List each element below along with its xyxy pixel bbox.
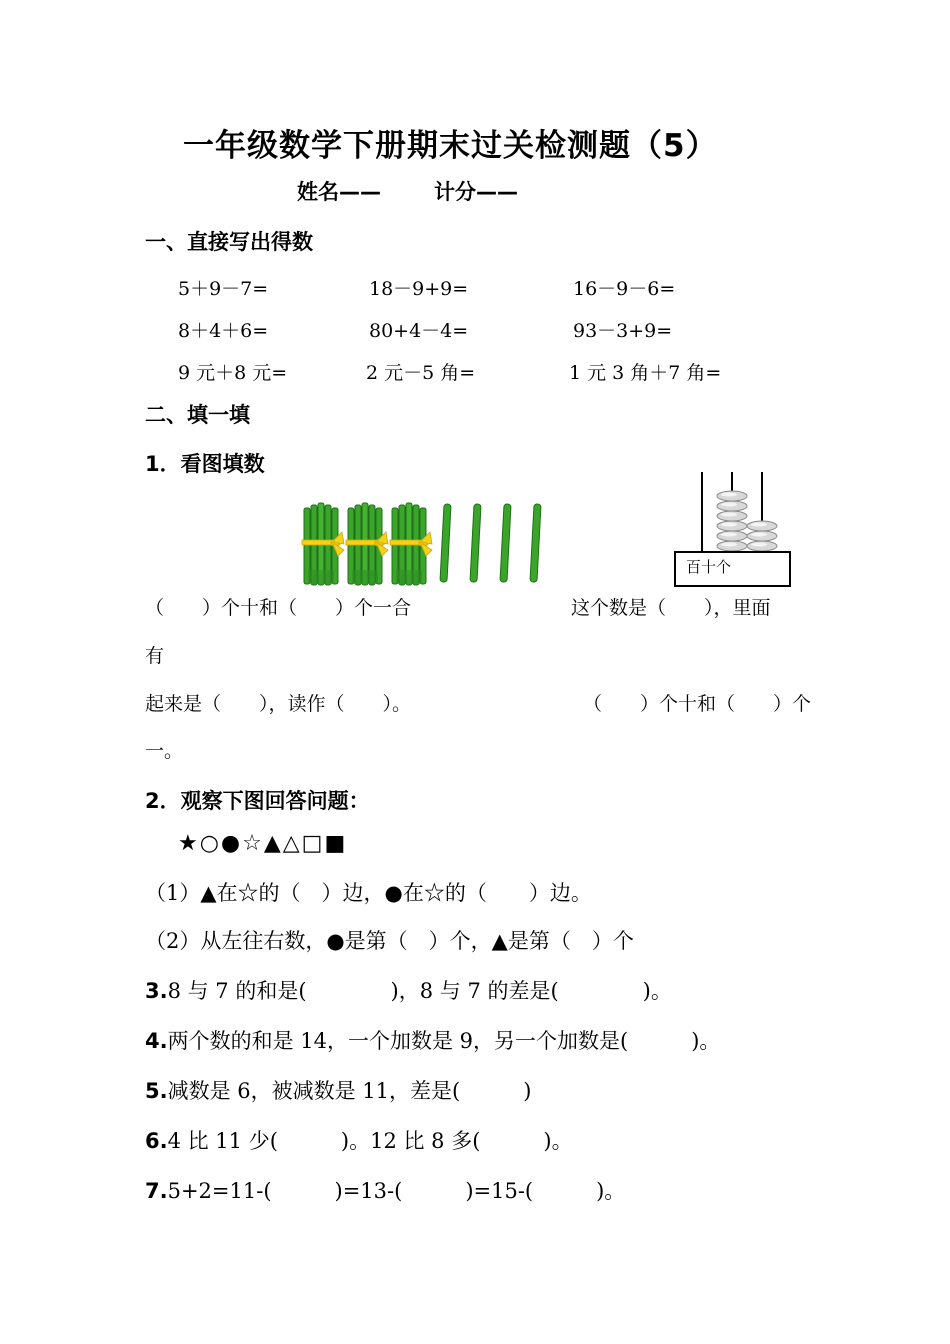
q2-sub2: （2）从左往右数，●是第（ ）个，▲是第（ ）个 xyxy=(145,929,634,953)
q5-text: 减数是 6，被减数是 11，差是( ) xyxy=(167,1079,532,1103)
q5 xyxy=(145,1075,531,1105)
q1-wrap1: 有 xyxy=(145,645,165,667)
abacus-bead xyxy=(747,521,777,531)
abacus-bead xyxy=(717,541,747,551)
calc-item: 18－9+9= xyxy=(369,278,469,300)
section2-heading: 二、填一填 xyxy=(145,403,250,427)
calc-item: 2 元－5 角= xyxy=(366,362,476,384)
q4-text: 两个数的和是 14，一个加数是 9，另一个加数是( )。 xyxy=(167,1029,721,1053)
abacus-bead xyxy=(717,531,747,541)
q5-number: 5. xyxy=(145,1079,168,1103)
q1-right-line1: 这个数是（ ），里面 xyxy=(571,597,771,619)
single-stick xyxy=(500,504,511,582)
q1-wrap2: 一。 xyxy=(145,740,184,762)
q3-text: 8 与 7 的和是( )，8 与 7 的差是( )。 xyxy=(167,979,672,1003)
q2-heading: 2．观察下图回答问题： xyxy=(145,789,370,813)
abacus-bead xyxy=(747,541,777,551)
q6-number: 6. xyxy=(145,1129,168,1153)
single-stick xyxy=(530,504,541,582)
abacus-place-label: 百十个 xyxy=(686,558,732,576)
abacus-bead xyxy=(717,491,747,501)
q3-number: 3. xyxy=(145,979,168,1003)
single-stick xyxy=(470,504,481,582)
calc-item: 9 元＋8 元= xyxy=(178,362,288,384)
q7-number: 7. xyxy=(145,1179,168,1203)
calc-item: 16－9－6= xyxy=(573,278,676,300)
q6-text: 4 比 11 少( )。12 比 8 多( )。 xyxy=(167,1129,573,1153)
counting-sticks-illustration xyxy=(300,496,550,586)
q1-left-line1: （ ）个十和（ ）个一合 xyxy=(145,597,412,619)
name-field-label: 姓名—— xyxy=(297,180,381,204)
calc-item: 1 元 3 角＋7 角= xyxy=(569,362,722,384)
calc-item: 80+4－4= xyxy=(369,320,469,342)
q1-right-line2: （ ）个十和（ ）个 xyxy=(583,693,812,715)
abacus-bead xyxy=(717,511,747,521)
abacus-bead xyxy=(717,501,747,511)
abacus-bead xyxy=(747,531,777,541)
stick-bundle xyxy=(302,503,344,585)
section1-heading: 一、直接写出得数 xyxy=(145,230,313,254)
q4-number: 4. xyxy=(145,1029,168,1053)
page-title: 一年级数学下册期末过关检测题（5） xyxy=(183,128,718,164)
calc-item: 8＋4＋6= xyxy=(178,320,269,342)
calc-item: 5＋9－7= xyxy=(178,278,269,300)
calc-item: 93－3+9= xyxy=(573,320,673,342)
q4 xyxy=(145,1025,720,1055)
abacus-bead xyxy=(717,521,747,531)
stick-bundle xyxy=(346,503,388,585)
stick-bundle xyxy=(390,503,432,585)
q6 xyxy=(145,1125,573,1155)
q1-heading: 1．看图填数 xyxy=(145,452,265,476)
q2-sub1: （1）▲在☆的（ ）边，●在☆的（ ）边。 xyxy=(145,881,592,905)
score-field-label: 计分—— xyxy=(434,180,518,204)
single-stick xyxy=(440,504,451,582)
q3 xyxy=(145,975,672,1005)
q7-text: 5+2=11-( )=13-( )=15-( )。 xyxy=(167,1179,626,1203)
shape-sequence: ★○●☆▲△□■ xyxy=(178,831,348,856)
q1-left-line2: 起来是（ ），读作（ ）。 xyxy=(145,693,412,715)
q7 xyxy=(145,1175,625,1205)
